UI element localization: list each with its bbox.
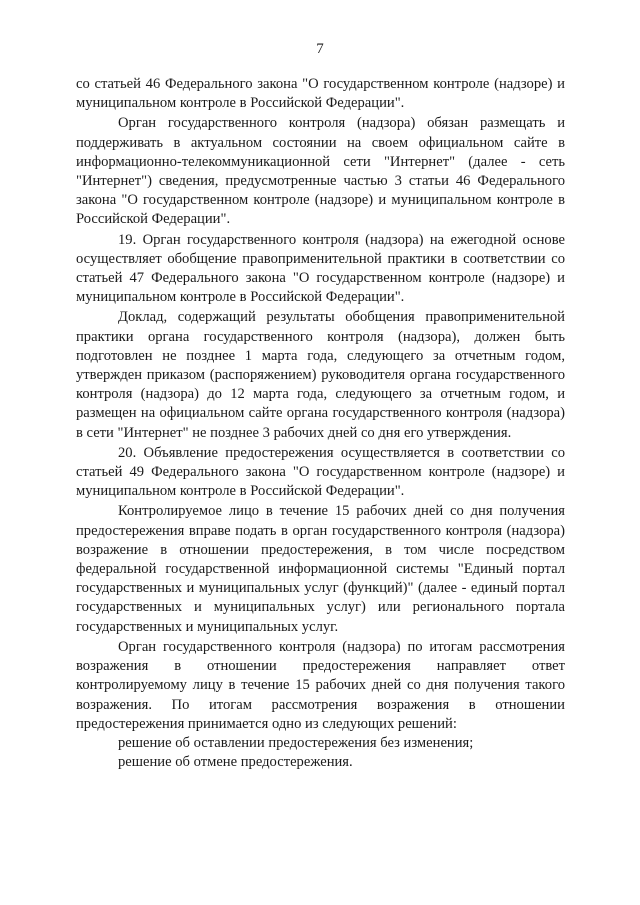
list-item: решение об оставлении предостережения без изменения;: [118, 734, 474, 751]
paragraph: Орган государственного контроля (надзора) обязан размещать и поддерживать в актуальном состоянии на своем официальном сайте в информационно-телекоммуникационной сети "Интернет" (далее - сеть "Интернет") сведения, предусмотренные частью 3 статьи 46 Федерального закона "О государственном контроле (надзоре) и муниципальном контроле в Российской Федерации".: [76, 115, 565, 228]
document-body: [76, 75, 565, 772]
paragraph: Контролируемое лицо в течение 15 рабочих дней со дня получения предостережения вправе подать в орган государственного контроля (надзора) возражение в отношении предостережения, в том числе посредством федеральной государственной информационной системы "Единый портал государственных и муниципальных услуг (функций)" (далее - единый портал государственных и муниципальных услуг) или регионального портала государственных и муниципальных услуг.: [76, 503, 565, 635]
paragraph-continuation: со статьей 46 Федерального закона "О государственном контроле (надзоре) и муниципальном контроле в Российской Федерации".: [76, 76, 565, 112]
paragraph: Орган государственного контроля (надзора) по итогам рассмотрения возражения в отношении предостережения направляет ответ контролируемому лицу в течение 15 рабочих дней со дня получения такого возражения. По итогам рассмотрения возражения в отношении предостережения принимается одно из следующих решений:: [76, 638, 565, 732]
paragraph: Доклад, содержащий результаты обобщения правоприменительной практики органа государственного контроля (надзора), должен быть подготовлен не позднее 1 марта года, следующего за отчетным годом, утвержден приказом (распоряжением) руководителя органа государственного контроля (надзора) до 12 марта года, следующего за отчетным годом, и размещен на официальном сайте органа государственного контроля (надзора) в сети "Интернет" не позднее 3 рабочих дней со дня его утверждения.: [76, 309, 565, 441]
paragraph-clause-20: 20. Объявление предостережения осуществляется в соответствии со статьей 49 Федерального закона "О государственном контроле (надзоре) и муниципальном контроле в Российской Федерации".: [76, 444, 565, 500]
list-item: решение об отмене предостережения.: [118, 754, 353, 771]
paragraph-clause-19: 19. Орган государственного контроля (надзора) на ежегодной основе осуществляет обобщение правоприменительной практики в соответствии со статьей 47 Федерального закона "О государственном контроле (надзоре) и муниципальном контроле в Российской Федерации".: [76, 231, 565, 306]
page-number: 7: [316, 41, 324, 57]
